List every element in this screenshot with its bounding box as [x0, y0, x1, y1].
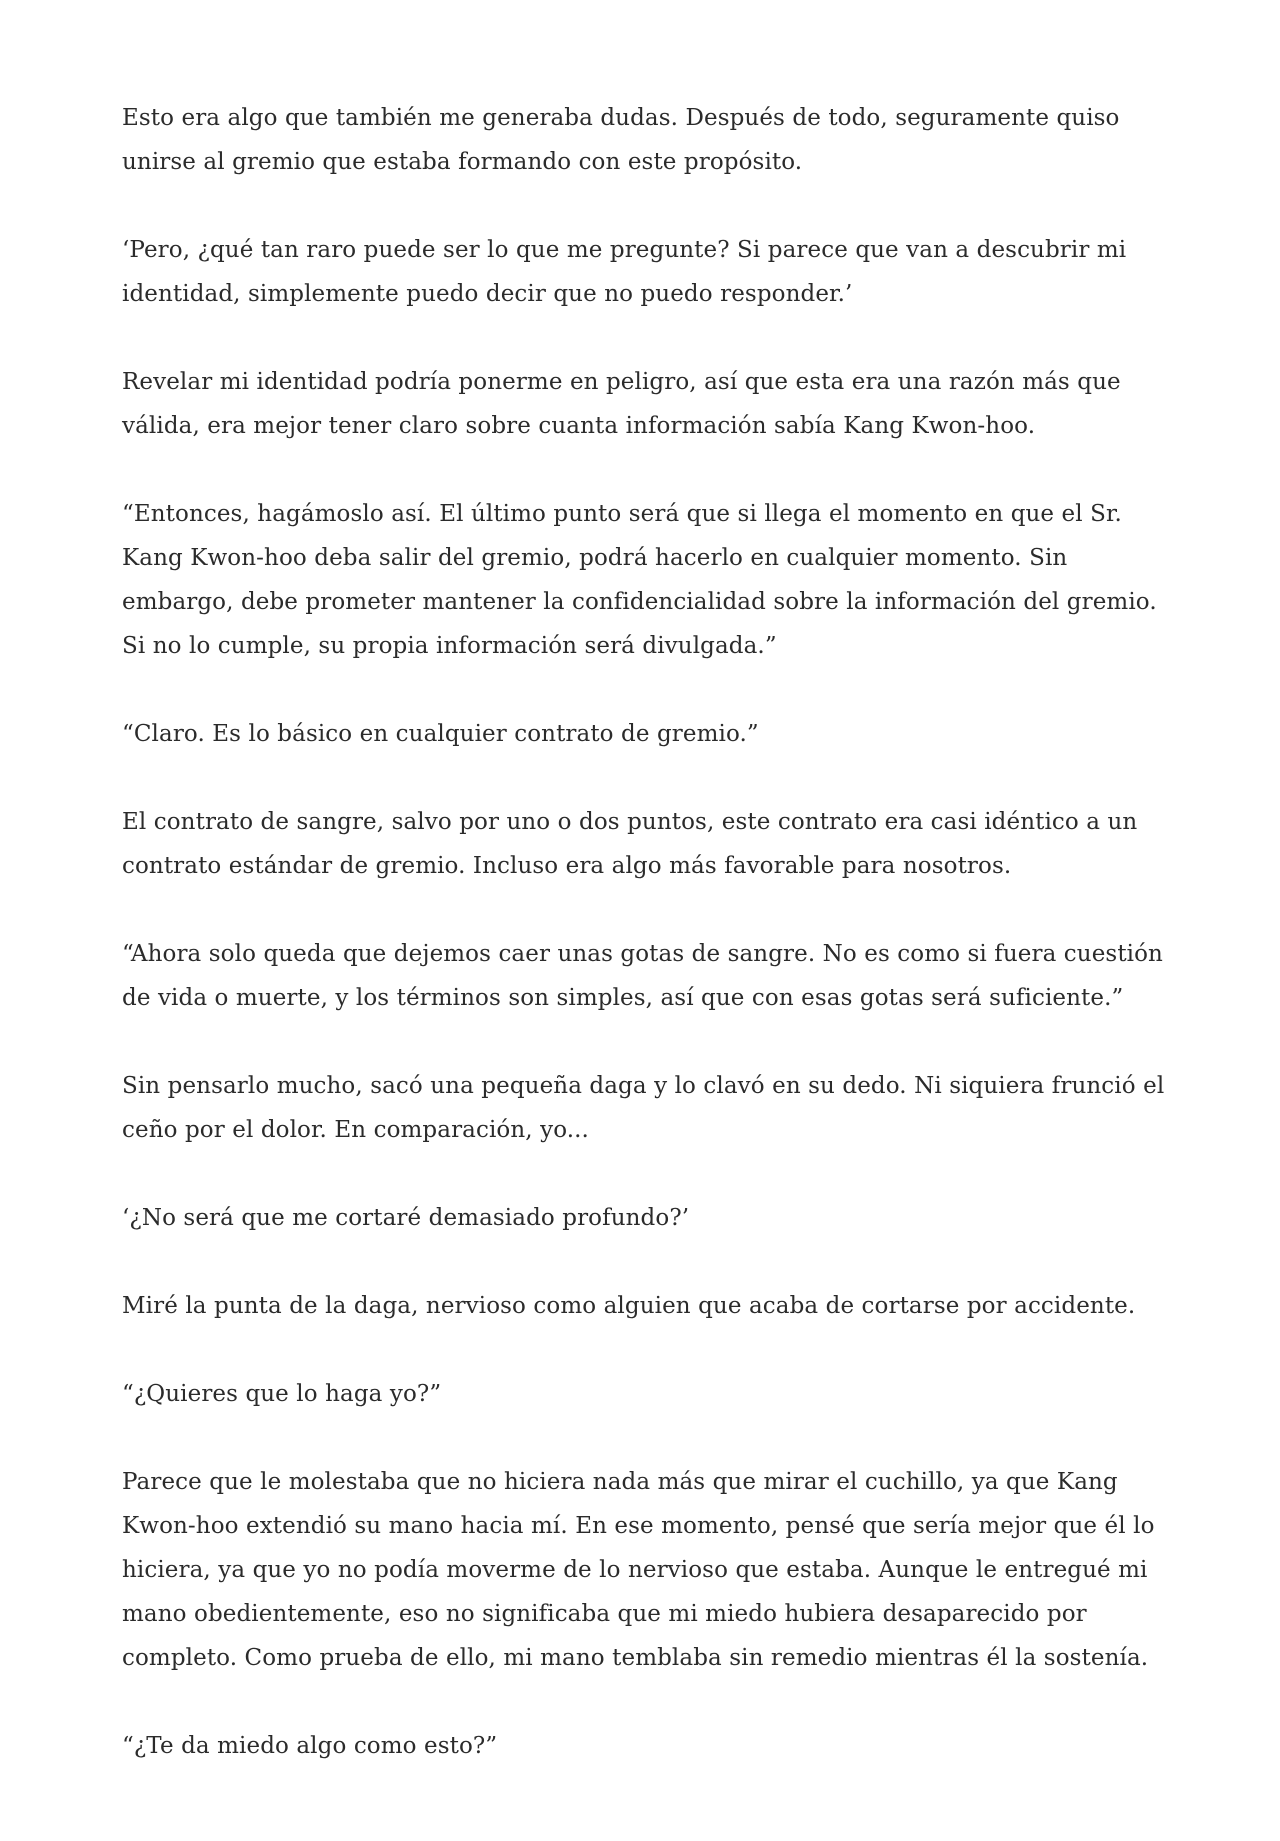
paragraph-5: “Claro. Es lo básico en cualquier contrato de gremio.” — [122, 721, 759, 747]
document-body — [122, 96, 1182, 1768]
paragraph-8: Sin pensarlo mucho, sacó una pequeña daga y lo clavó en su dedo. Ni siquiera frunció el ceño por el dolor. En comparación, yo... — [122, 1073, 1165, 1143]
paragraph-7: “Ahora solo queda que dejemos caer unas gotas de sangre. No es como si fuera cuestión de vida o muerte, y los términos son simples, así que con esas gotas será suficiente.” — [122, 941, 1163, 1011]
paragraph-2: ‘Pero, ¿qué tan raro puede ser lo que me pregunte? Si parece que van a descubrir mi identidad, simplemente puedo decir que no puedo responder.’ — [122, 237, 1127, 307]
paragraph-3: Revelar mi identidad podría ponerme en peligro, así que esta era una razón más que válida, era mejor tener claro sobre cuanta información sabía Kang Kwon-hoo. — [122, 369, 1121, 439]
paragraph-4: “Entonces, hagámoslo así. El último punto será que si llega el momento en que el Sr. Kang Kwon-hoo deba salir del gremio, podrá hacerlo en cualquier momento. Sin embargo, debe prometer mantener la confidencialidad sobre la información del gremio. Si no lo cumple, su propia información será divulgada.” — [122, 501, 1157, 659]
paragraph-12: Parece que le molestaba que no hiciera nada más que mirar el cuchillo, ya que Kang Kwon-hoo extendió su mano hacia mí. En ese momento, pensé que sería mejor que él lo hiciera, ya que yo no podía moverme de lo nervioso que estaba. Aunque le entregué mi mano obedientemente, eso no significaba que mi miedo hubiera desaparecido por completo. Como prueba de ello, mi mano temblaba sin remedio mientras él la sostenía. — [122, 1469, 1155, 1671]
paragraph-1: Esto era algo que también me generaba dudas. Después de todo, seguramente quiso unirse al gremio que estaba formando con este propósito. — [122, 105, 1120, 175]
paragraph-6: El contrato de sangre, salvo por uno o dos puntos, este contrato era casi idéntico a un contrato estándar de gremio. Incluso era algo más favorable para nosotros. — [122, 809, 1138, 879]
paragraph-10: Miré la punta de la daga, nervioso como alguien que acaba de cortarse por accidente. — [122, 1293, 1136, 1319]
paragraph-13: “¿Te da miedo algo como esto?” — [122, 1733, 498, 1759]
paragraph-11: “¿Quieres que lo haga yo?” — [122, 1381, 442, 1407]
paragraph-9: ‘¿No será que me cortaré demasiado profundo?’ — [122, 1205, 690, 1231]
